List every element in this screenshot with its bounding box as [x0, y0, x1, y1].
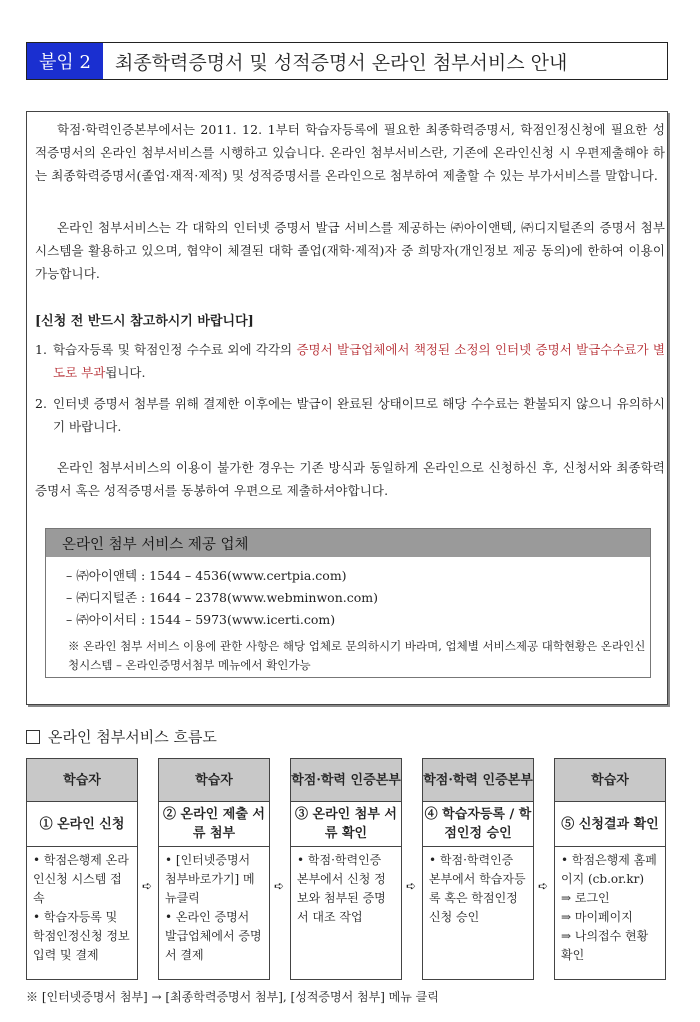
flow-footnote: ※ [인터넷증명서 첨부] → [최종학력증명서 첨부], [성적증명서 첨부] 메뉴 클릭 [26, 990, 439, 1004]
notice-item-2 [35, 392, 665, 438]
flow-step-title: ③ 온라인 첨부 서류 확인 [291, 802, 401, 847]
flow-step-detail: • 학점·학력인증 본부에서 학습자등록 혹은 학점인정신청 승인 [429, 853, 526, 924]
flow-step-detail: ⇒ 나의접수 현황 확인 [561, 929, 649, 962]
flow-step-4 [422, 758, 534, 980]
vendor-item: – ㈜아이앤텍 : 1544 – 4536(www.certpia.com) [66, 568, 347, 583]
notice-item-1 [35, 338, 665, 384]
notice-item-1-highlight: 증명서 발급업체에서 책정된 소정의 인터넷 증명서 발급수수료가 별도로 부과 [53, 342, 665, 380]
attachment-badge: 붙임 2 [27, 43, 103, 79]
flow-arrow-icon: ➪ [141, 879, 153, 893]
notice-item-1-end: 됩니다. [105, 365, 146, 380]
vendor-box [45, 528, 651, 678]
notice-item-2-text: 인터넷 증명서 첨부를 위해 결제한 이후에는 발급이 완료된 상태이므로 해당 수수료는 환불되지 않으니 유의하시기 바랍니다. [53, 396, 665, 434]
page-header [26, 42, 668, 80]
flow-step-detail: ⇒ 로그인 [561, 891, 610, 905]
flow-step-actor: 학점·학력 인증본부 [291, 759, 401, 802]
flow-arrow-icon: ➪ [273, 879, 285, 893]
flow-step-detail: • 학습자등록 및 학점인정신청 정보입력 및 결제 [33, 910, 130, 962]
flow-step-actor: 학점·학력 인증본부 [423, 759, 533, 802]
flow-step-3 [290, 758, 402, 980]
flow-step-title: ⑤ 신청결과 확인 [555, 802, 665, 847]
flow-step-detail: ⇒ 마이페이지 [561, 910, 633, 924]
flow-step-actor: 학습자 [159, 759, 269, 802]
vendor-heading: 온라인 첨부 서비스 제공 업체 [46, 529, 650, 557]
flow-step-detail: • 온라인 증명서 발급업체에서 증명서 결제 [165, 910, 262, 962]
intro-paragraph: 학점·학력인증본부에서는 2011. 12. 1부터 학습자등록에 필요한 최종학력증명서, 학점인정신청에 필요한 성적증명서의 온라인 첨부서비스를 시행하고 있습니다. 온라인 첨부서비스란, 기존에 온라인신청 시 우편제출해야 하는 최종학력증명서(졸업·재적·제적) 및 성적증명서를 온라인으로 첨부하여 제출할 수 있는 부가서비스를 말합니다. [35, 122, 665, 183]
notice-item-1-number: 1. [35, 342, 47, 357]
notice-heading: [신청 전 반드시 참고하시기 바랍니다] [35, 314, 254, 329]
flow-step-detail: • [인터넷증명서 첨부바로가기] 메뉴클릭 [165, 853, 255, 905]
flow-title-text: 온라인 첨부서비스 흐름도 [48, 728, 217, 746]
flow-arrow-icon: ➪ [537, 879, 549, 893]
notice-item-1-text: 학습자등록 및 학점인정 수수료 외에 각각의 [53, 342, 297, 357]
vendor-item: – ㈜디지털존 : 1644 – 2378(www.webminwon.com) [66, 590, 378, 605]
flow-step-detail: • 학점은행제 홈페이지 (cb.or.kr) [561, 853, 657, 886]
main-info-box [26, 111, 668, 705]
flow-step-2 [158, 758, 270, 980]
flow-step-1 [26, 758, 138, 980]
flow-step-actor: 학습자 [27, 759, 137, 802]
vendor-note: ※ 온라인 첨부 서비스 이용에 관한 사항은 해당 업체로 문의하시기 바라며, 업체별 서비스제공 대학현황은 온라인신청시스템 – 온라인증명서첨부 메뉴에서 확인가능 [68, 639, 646, 672]
square-bullet-icon [26, 730, 40, 744]
page-title: 최종학력증명서 및 성적증명서 온라인 첨부서비스 안내 [115, 51, 568, 74]
flow-step-5 [554, 758, 666, 980]
notice-item-2-number: 2. [35, 396, 47, 411]
service-paragraph: 온라인 첨부서비스는 각 대학의 인터넷 증명서 발급 서비스를 제공하는 ㈜아이앤텍, ㈜디지털존의 증명서 첨부 시스템을 활용하고 있으며, 협약이 체결된 대학 졸업(재학·제적)자 중 희망자(개인정보 제공 동의)에 한하여 이용이 가능합니다. [35, 220, 665, 281]
flow-step-title: ② 온라인 제출 서류 첨부 [159, 802, 269, 847]
fallback-paragraph: 온라인 첨부서비스의 이용이 불가한 경우는 기존 방식과 동일하게 온라인으로 신청하신 후, 신청서와 최종학력증명서 혹은 성적증명서를 동봉하여 우편으로 제출하셔야합니다. [35, 460, 665, 498]
vendor-item: – ㈜아이서티 : 1544 – 5973(www.icerti.com) [66, 612, 336, 627]
flow-step-detail: • 학점·학력인증 본부에서 신청 정보와 첨부된 증명서 대조 작업 [297, 853, 386, 924]
flow-step-title: ① 온라인 신청 [27, 802, 137, 847]
flow-step-actor: 학습자 [555, 759, 665, 802]
flow-title [26, 726, 217, 747]
flow-arrow-icon: ➪ [405, 879, 417, 893]
flow-step-detail: • 학점은행제 온라인신청 시스템 접속 [33, 853, 129, 905]
vendor-list [66, 565, 378, 631]
flow-step-title: ④ 학습자등록 / 학점인정 승인 [423, 802, 533, 847]
